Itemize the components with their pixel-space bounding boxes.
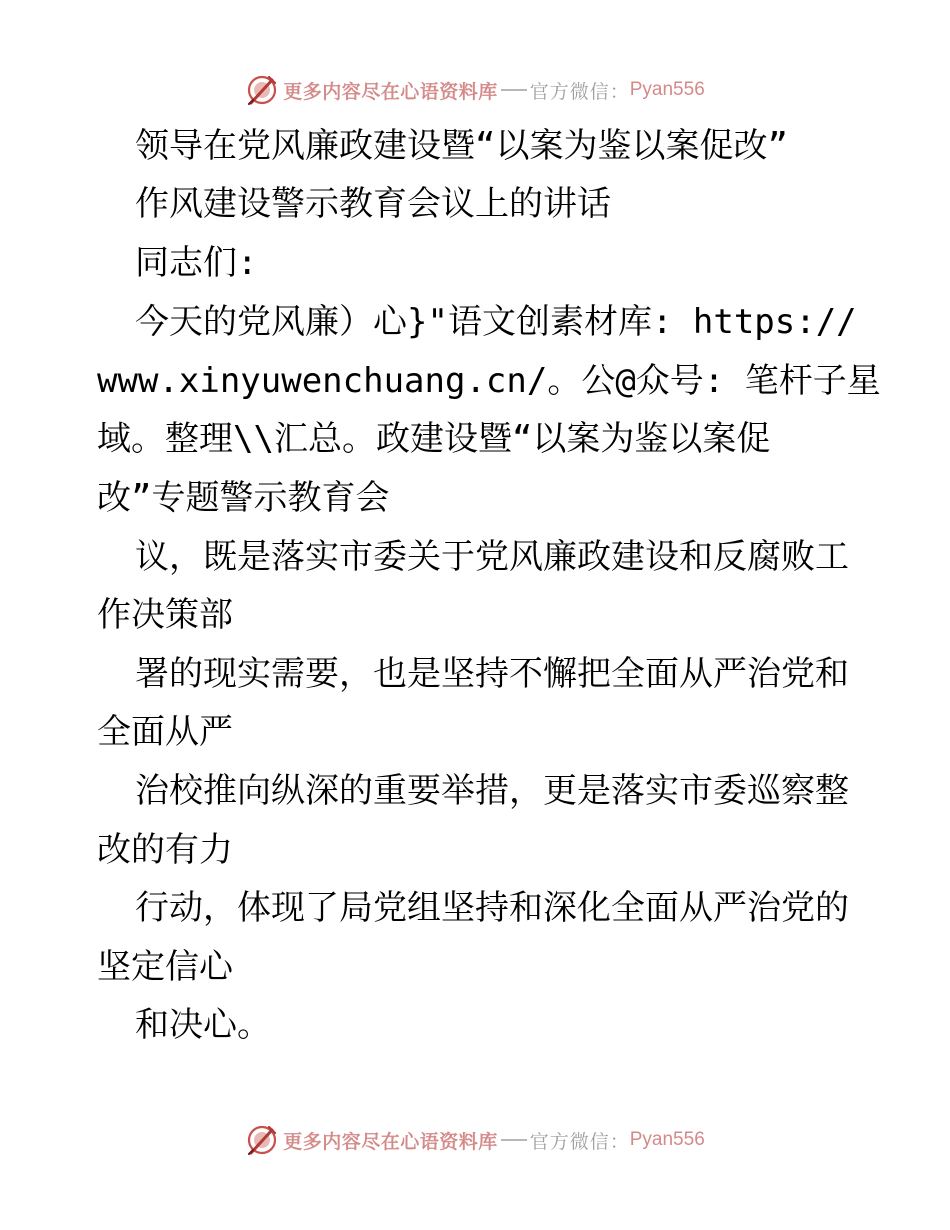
banner-wechat-label: 官方微信：	[529, 1130, 630, 1153]
paragraph-line: www.xinyuwenchuang.cn/。公@众号: 笔杆子星	[97, 361, 881, 401]
seal-pen-icon	[245, 1123, 279, 1157]
paragraph-line: 改”专题警示教育会	[97, 478, 390, 518]
header-watermark-banner	[0, 68, 950, 112]
paragraph-line: 域。整理\\汇总。政建设暨“以案为鉴以案促	[97, 419, 771, 459]
paragraph-line: 全面从严	[97, 712, 233, 752]
banner-divider	[501, 89, 527, 91]
paragraph-line: 署的现实需要，也是坚持不懈把全面从严治党和	[135, 654, 849, 694]
paragraph-line: 改的有力	[97, 830, 233, 870]
paragraph-line: 作决策部	[97, 595, 233, 635]
paragraph-line: 和决心。	[135, 1005, 271, 1045]
title-line-1: 领导在党风廉政建设暨“以案为鉴以案促改”	[135, 126, 788, 166]
paragraph-line: 今天的党风廉）心}"语文创素材库: https://	[135, 302, 857, 342]
paragraph-line: 治校推向纵深的重要举措，更是落实市委巡察整	[135, 771, 849, 811]
seal-pen-icon	[245, 73, 279, 107]
banner-wechat-id: Pyan556	[629, 79, 705, 100]
title-line-2: 作风建设警示教育会议上的讲话	[135, 184, 611, 224]
banner-text: 更多内容尽在心语资料库	[283, 1130, 498, 1153]
salutation: 同志们:	[135, 243, 258, 283]
paragraph-line: 坚定信心	[97, 947, 233, 987]
banner-wechat-label: 官方微信：	[529, 80, 630, 103]
banner-divider	[501, 1139, 527, 1141]
footer-watermark-banner	[0, 1118, 950, 1162]
paragraph-line: 议，既是落实市委关于党风廉政建设和反腐败工	[135, 537, 849, 577]
paragraph-line: 行动，体现了局党组坚持和深化全面从严治党的	[135, 888, 849, 928]
banner-text: 更多内容尽在心语资料库	[283, 80, 498, 103]
banner-wechat-id: Pyan556	[629, 1129, 705, 1150]
